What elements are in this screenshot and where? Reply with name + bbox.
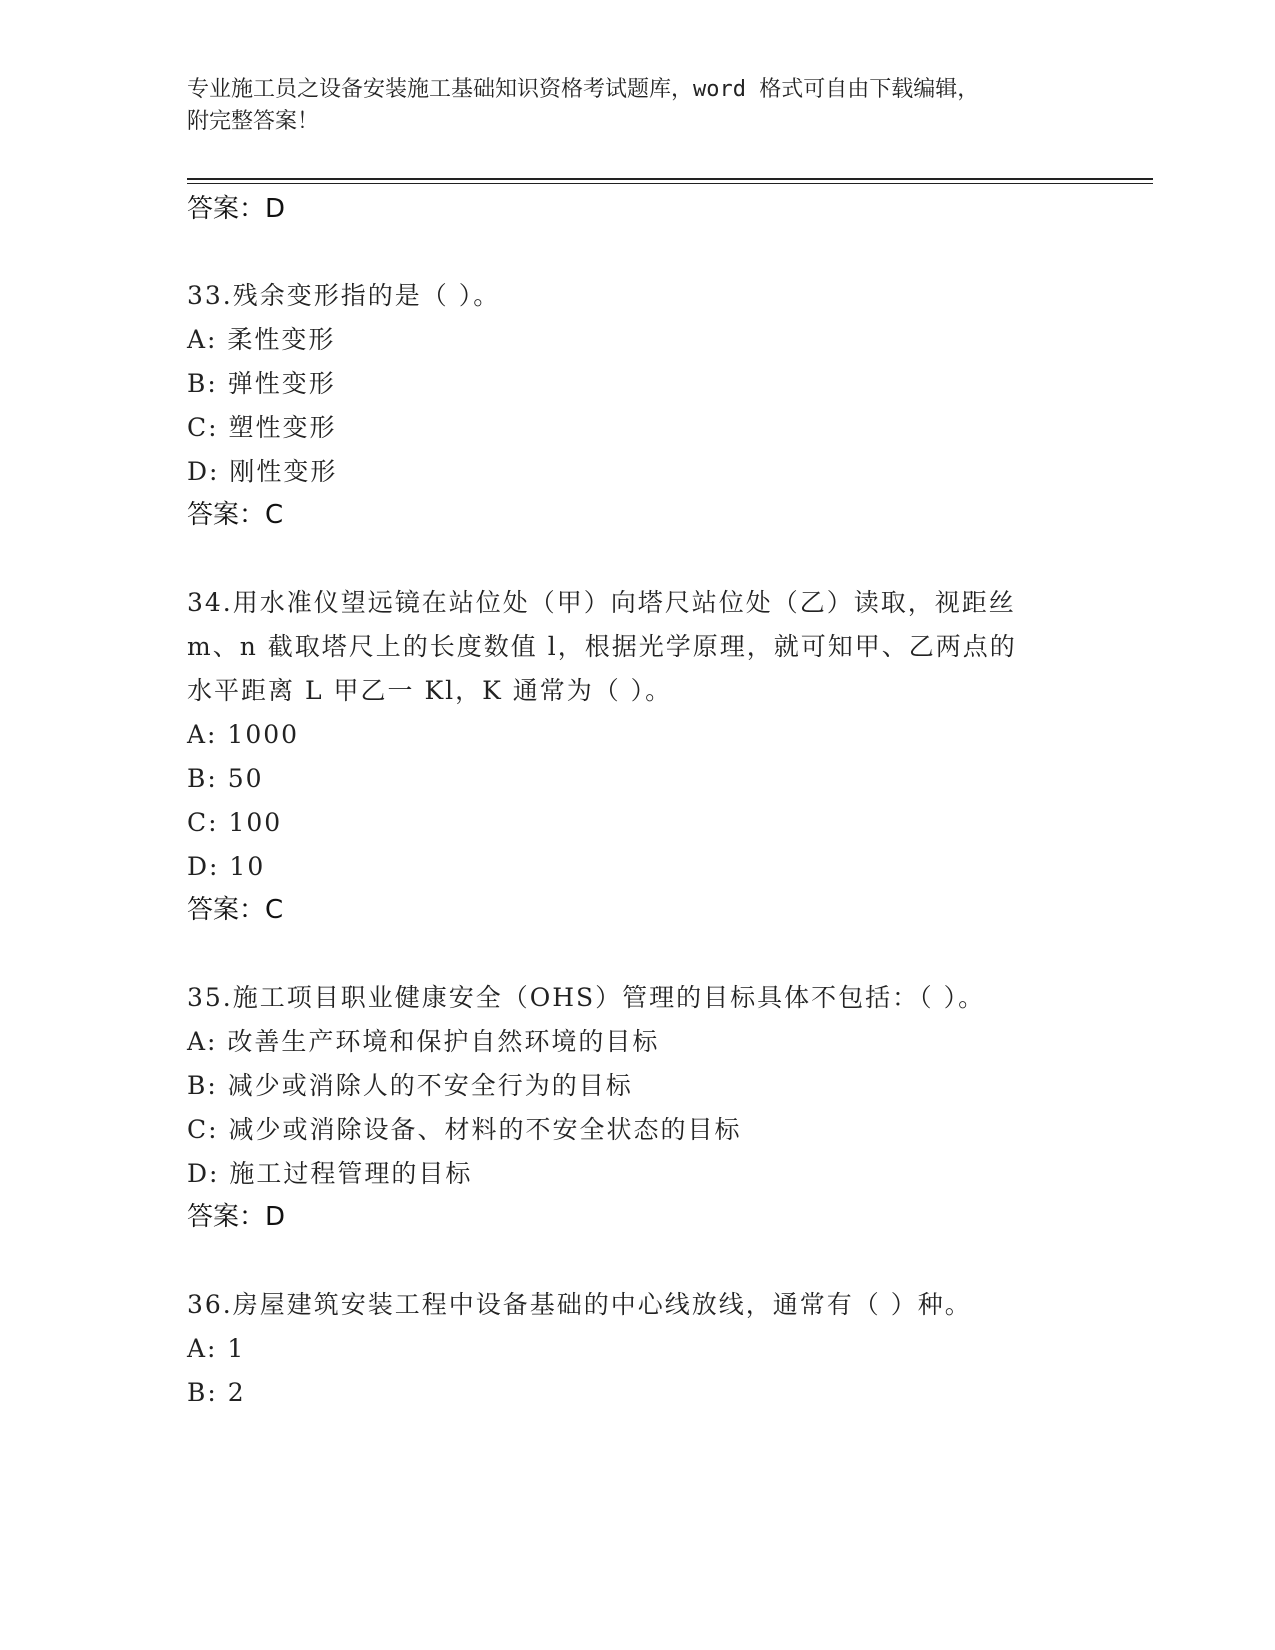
question-35-answer: 答案：D [187,1202,286,1232]
question-34-answer: 答案：C [187,895,284,925]
header-rule-thin [187,183,1153,184]
question-33-option-d: D: 刚性变形 [187,457,338,486]
question-35-option-b: B: 减少或消除人的不安全行为的目标 [187,1071,633,1100]
header-line-1: 专业施工员之设备安装施工基础知识资格考试题库，word 格式可自由下载编辑， [187,77,980,102]
question-36-stem: 36.房屋建筑安装工程中设备基础的中心线放线，通常有（ ）种。 [187,1290,972,1319]
question-34-option-b: B: 50 [187,764,264,793]
question-34-option-a: A: 1000 [187,720,300,749]
question-36-option-b: B: 2 [187,1378,246,1407]
question-33-stem: 33.残余变形指的是（ ）。 [187,281,501,310]
question-36-option-a: A: 1 [187,1334,246,1363]
question-33-option-a: A: 柔性变形 [187,325,336,354]
question-34-option-d: D: 10 [187,852,266,881]
question-33-answer: 答案：C [187,500,284,530]
question-33-option-b: B: 弹性变形 [187,369,336,398]
question-35-stem: 35.施工项目职业健康安全（OHS）管理的目标具体不包括：（ ）。 [187,983,986,1012]
question-35-option-d: D: 施工过程管理的目标 [187,1159,473,1188]
question-34-stem-line-2: m、n 截取塔尺上的长度数值 l，根据光学原理，就可知甲、乙两点的 [187,632,1017,661]
header-rule-thick [187,178,1153,180]
question-34-stem-line-3: 水平距离 L 甲乙一 Kl，K 通常为（ ）。 [187,676,673,705]
question-35-option-a: A: 改善生产环境和保护自然环境的目标 [187,1027,660,1056]
question-35-option-c: C: 减少或消除设备、材料的不安全状态的目标 [187,1115,742,1144]
question-34-option-c: C: 100 [187,808,283,837]
header-line-2: 附完整答案！ [187,109,320,134]
answer-prev: 答案：D [187,194,286,224]
question-34-stem-line-1: 34.用水准仪望远镜在站位处（甲）向塔尺站位处（乙）读取，视距丝 [187,588,1016,617]
document-header [187,74,1087,138]
question-33-option-c: C: 塑性变形 [187,413,337,442]
